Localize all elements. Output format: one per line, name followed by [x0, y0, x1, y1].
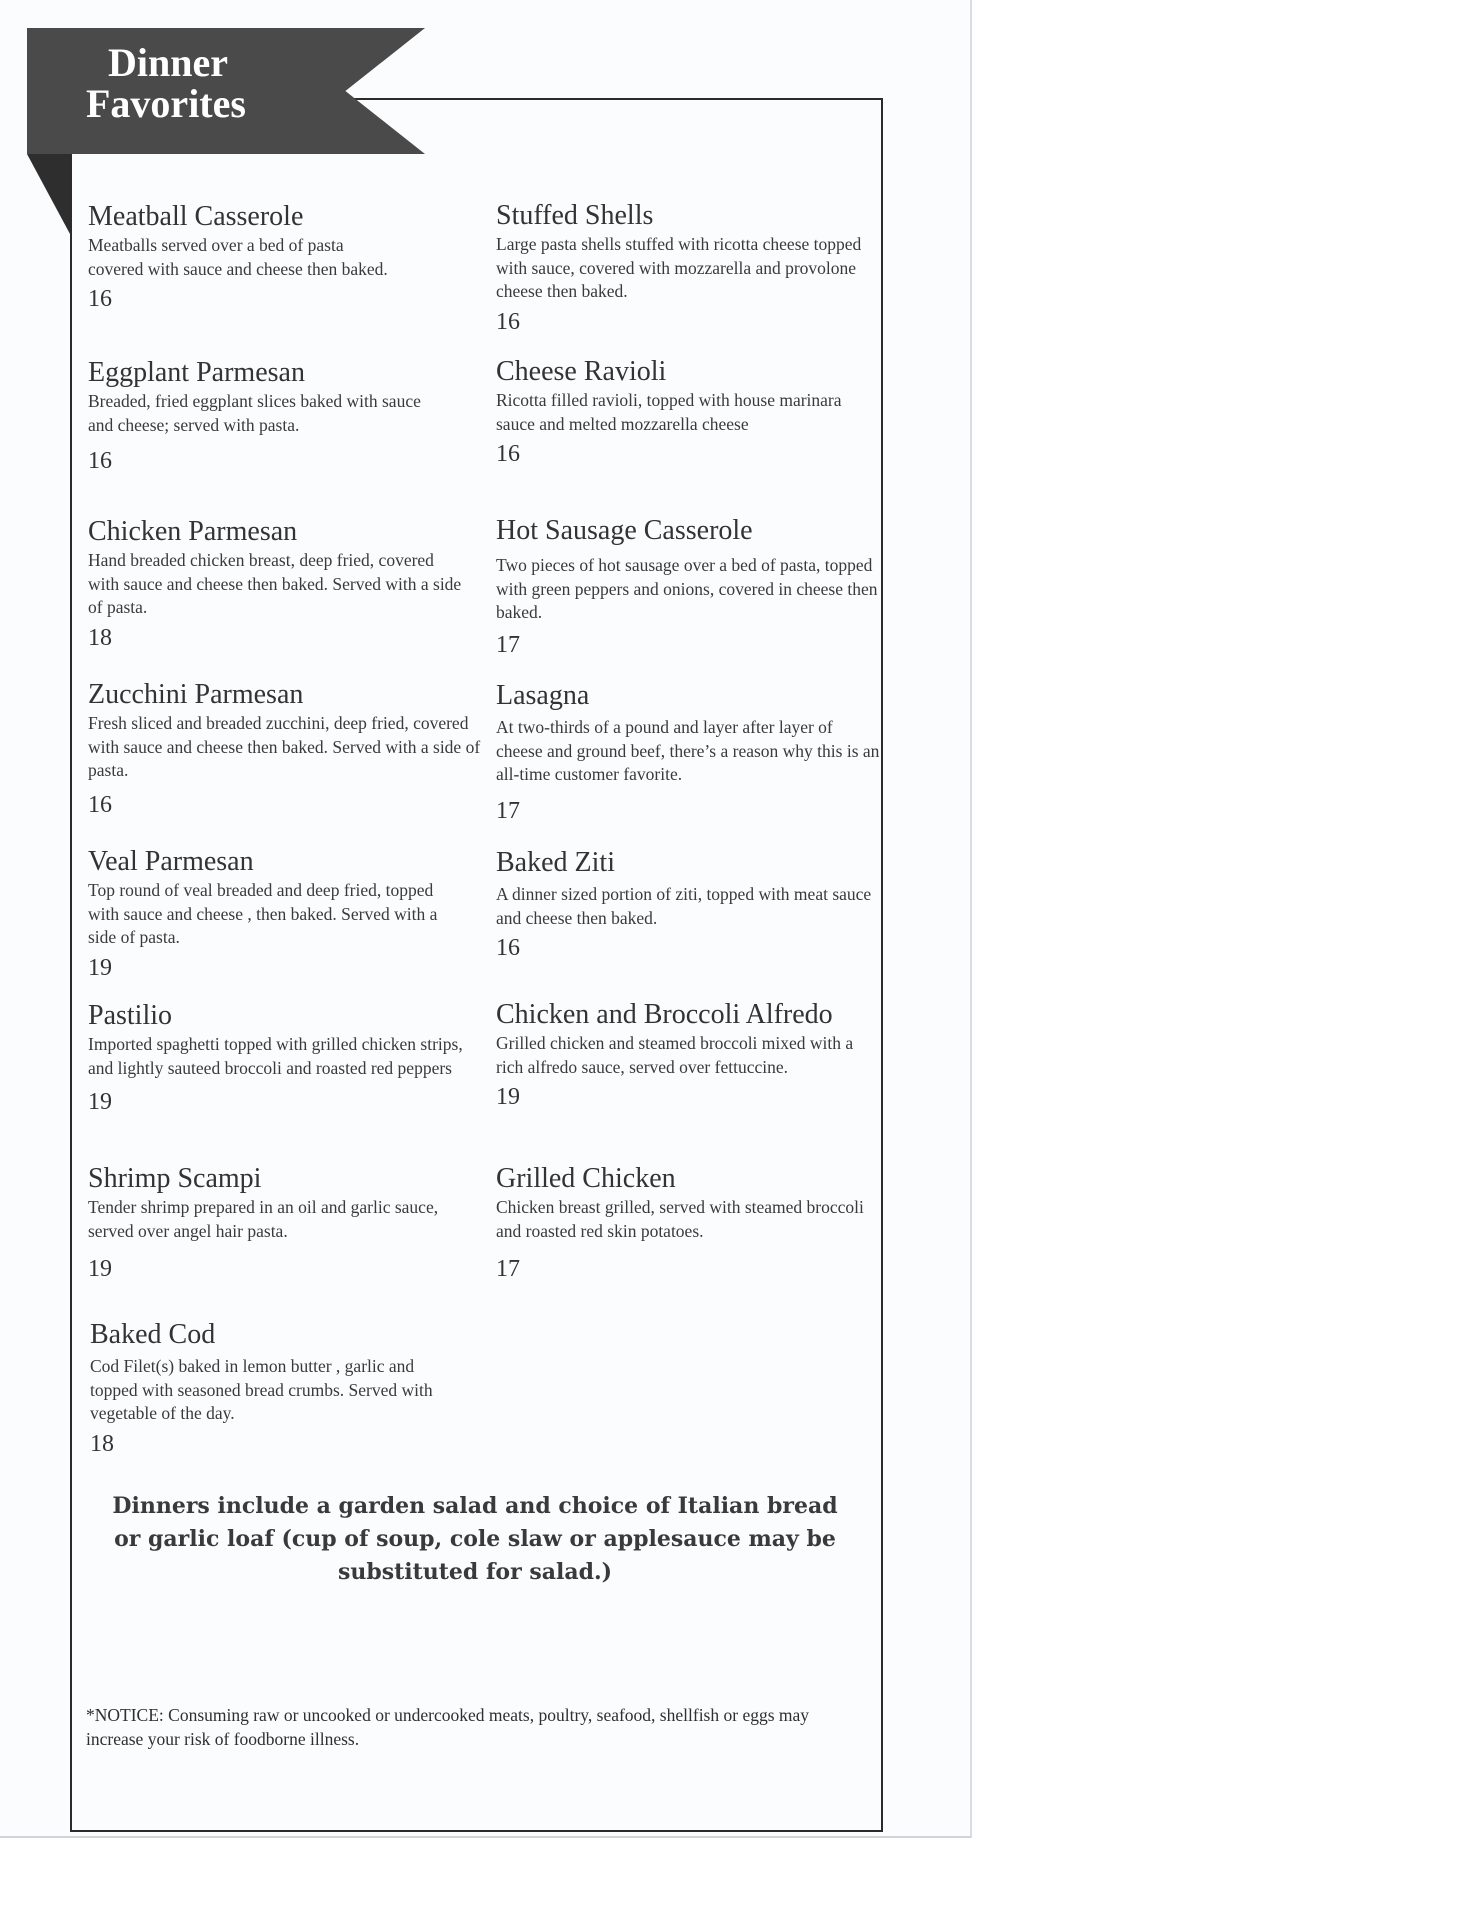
dish-name: Chicken and Broccoli Alfredo — [496, 999, 833, 1030]
dish-cheese-ravioli — [496, 357, 896, 468]
dish-name: Eggplant Parmesan — [88, 357, 305, 388]
dish-description: Cod Filet(s) baked in lemon butter , garlic and topped with seasoned bread crumbs. Served with vegetable of the day. — [90, 1356, 433, 1423]
dish-description: Hand breaded chicken breast, deep fried, covered with sauce and cheese then baked. Served with a side of pasta. — [88, 550, 462, 617]
dish-price: 18 — [90, 1430, 114, 1457]
dish-price: 18 — [88, 624, 112, 651]
dish-name: Veal Parmesan — [88, 846, 254, 877]
dish-name: Stuffed Shells — [496, 200, 654, 231]
dish-description: Fresh sliced and breaded zucchini, deep fried, covered with sauce and cheese then baked. Served with a side of pasta. — [88, 713, 481, 780]
dish-chicken-parmesan — [88, 517, 488, 652]
dish-eggplant-parmesan — [88, 358, 488, 475]
dish-description: Chicken breast grilled, served with steamed broccoli and roasted red skin potatoes. — [496, 1197, 864, 1241]
dish-name: Baked Cod — [90, 1319, 216, 1350]
dish-price: 16 — [496, 935, 520, 961]
dish-price: 16 — [88, 448, 112, 474]
dish-price: 19 — [88, 954, 112, 981]
dish-baked-cod — [90, 1320, 490, 1458]
food-safety-notice: *NOTICE: Consuming raw or uncooked or undercooked meats, poultry, seafood, shellfish or eggs may increase your risk of foodborne illness. — [86, 1705, 810, 1749]
dish-description: Top round of veal breaded and deep fried, topped with sauce and cheese , then baked. Served with a side of pasta. — [88, 880, 438, 947]
dish-name: Pastilio — [88, 1000, 173, 1031]
dish-description: A dinner sized portion of ziti, topped with meat sauce and cheese then baked. — [496, 884, 872, 928]
dish-price: 19 — [88, 1089, 112, 1115]
dish-lasagna — [496, 681, 896, 825]
dish-pastilio — [88, 1001, 488, 1116]
section-title — [86, 42, 246, 124]
dish-description: Breaded, fried eggplant slices baked with sauce and cheese; served with pasta. — [88, 391, 421, 435]
dish-price: 19 — [88, 1256, 112, 1282]
dish-description: Imported spaghetti topped with grilled chicken strips, and lightly sauteed broccoli and roasted red peppers — [88, 1034, 463, 1078]
dish-description: Tender shrimp prepared in an oil and garlic sauce, served over angel hair pasta. — [88, 1197, 439, 1241]
dish-description: Two pieces of hot sausage over a bed of pasta, topped with green peppers and onions, covered in cheese then baked. — [496, 555, 878, 622]
dish-price: 17 — [496, 1256, 520, 1282]
dish-name: Meatball Casserole — [88, 201, 304, 232]
section-title-line2: Favorites — [86, 81, 246, 126]
dish-price: 19 — [496, 1084, 520, 1110]
dish-name: Zucchini Parmesan — [88, 679, 304, 710]
dish-stuffed-shells — [496, 201, 896, 336]
dish-name: Shrimp Scampi — [88, 1163, 262, 1194]
dish-description: Grilled chicken and steamed broccoli mixed with a rich alfredo sauce, served over fettuccine. — [496, 1033, 854, 1077]
banner-fold — [27, 154, 70, 234]
dish-price: 16 — [88, 286, 112, 312]
dish-name: Lasagna — [496, 680, 590, 711]
dish-description: At two-thirds of a pound and layer after layer of cheese and ground beef, there’s a reason why this is an all-time customer favorite. — [496, 717, 880, 784]
dish-name: Grilled Chicken — [496, 1163, 676, 1194]
dish-zucchini-parmesan — [88, 680, 488, 819]
dish-meatball-casserole — [88, 202, 488, 313]
dish-shrimp-scampi — [88, 1164, 488, 1283]
dish-name: Cheese Ravioli — [496, 356, 667, 387]
dish-price: 16 — [88, 791, 112, 818]
dish-name: Chicken Parmesan — [88, 516, 298, 547]
section-title-line1: Dinner — [108, 40, 228, 85]
dish-price: 17 — [496, 631, 520, 658]
dish-name: Baked Ziti — [496, 847, 615, 878]
dinner-inclusion-note: Dinners include a garden salad and choice of Italian bread or garlic loaf (cup of soup, cole slaw or applesauce may be substituted for salad.) — [112, 1493, 838, 1585]
dish-price: 17 — [496, 797, 520, 824]
dish-hot-sausage-casserole — [496, 516, 896, 659]
dish-description: Meatballs served over a bed of pasta covered with sauce and cheese then baked. — [88, 235, 388, 279]
dish-name: Hot Sausage Casserole — [496, 515, 753, 546]
dish-price: 16 — [496, 441, 520, 467]
dish-chicken-broccoli-alfredo — [496, 1000, 896, 1111]
dish-price: 16 — [496, 308, 520, 335]
dish-description: Ricotta filled ravioli, topped with house marinara sauce and melted mozzarella cheese — [496, 390, 842, 434]
dish-grilled-chicken — [496, 1164, 896, 1283]
dish-baked-ziti — [496, 848, 896, 962]
dish-veal-parmesan — [88, 847, 488, 982]
dish-description: Large pasta shells stuffed with ricotta cheese topped with sauce, covered with mozzarella and provolone cheese then baked. — [496, 234, 862, 301]
